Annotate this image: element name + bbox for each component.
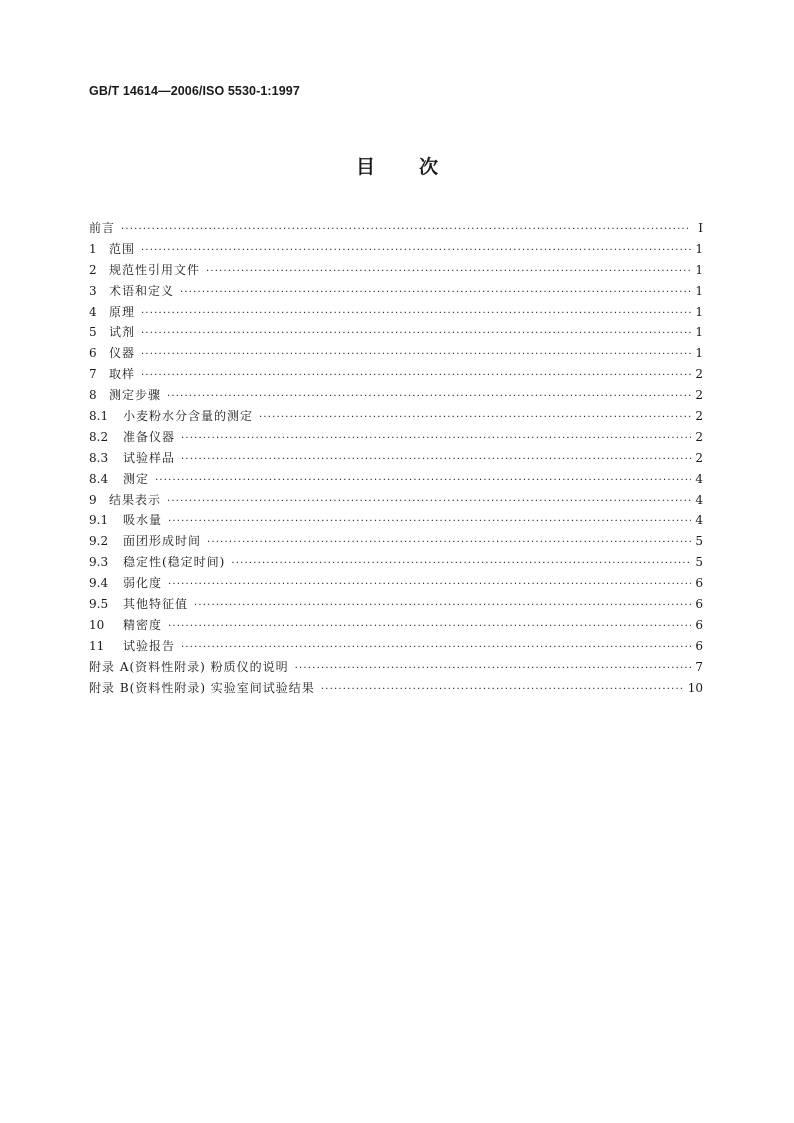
- toc-entry-label: 附录 A(资料性附录) 粉质仪的说明: [89, 659, 289, 674]
- toc-leader-dots: [181, 429, 691, 450]
- page-title: [0, 152, 794, 179]
- toc-entry-label: 试验样品: [123, 450, 176, 465]
- toc-entry-number: 8: [89, 388, 97, 403]
- toc-entry-number: 1: [89, 241, 97, 256]
- toc-leader-dots: [141, 324, 691, 345]
- toc-leader-dots: [121, 220, 691, 241]
- toc-entry[interactable]: [89, 531, 703, 552]
- toc-leader-dots: [231, 554, 691, 575]
- toc-entry[interactable]: [89, 615, 703, 636]
- toc-entry[interactable]: [89, 239, 703, 260]
- toc-entry[interactable]: [89, 343, 703, 364]
- toc-leader-dots: [259, 408, 691, 429]
- toc-leader-dots: [168, 512, 691, 533]
- toc-entry-label: 术语和定义: [109, 283, 175, 298]
- toc-entry[interactable]: [89, 406, 703, 427]
- toc-leader-dots: [181, 450, 691, 471]
- toc-entry-label: 稳定性(稳定时间): [123, 555, 226, 570]
- toc-entry-number: 4: [89, 304, 97, 319]
- toc-entry-label: 弱化度: [123, 576, 163, 591]
- toc-entry[interactable]: [89, 510, 703, 531]
- toc-entry-page: 2: [695, 388, 703, 403]
- toc-entry-label: 试验报告: [123, 638, 176, 653]
- toc-entry-label: 规范性引用文件: [109, 262, 201, 277]
- toc-entry[interactable]: [89, 490, 703, 511]
- toc-entry-number: 8.3: [89, 450, 109, 465]
- toc-entry-label: 原理: [109, 304, 136, 319]
- toc-entry-page: 6: [695, 576, 703, 591]
- toc-entry-label: 准备仪器: [123, 429, 176, 444]
- toc-entry[interactable]: [89, 260, 703, 281]
- toc-entry-number: 9: [89, 492, 97, 507]
- toc-leader-dots: [155, 471, 691, 492]
- toc-entry-page: 4: [695, 492, 703, 507]
- toc-leader-dots: [141, 366, 691, 387]
- toc-leader-dots: [167, 492, 691, 513]
- toc-entry-label: 测定: [123, 471, 150, 486]
- toc-entry[interactable]: [89, 218, 703, 239]
- toc-entry-label: 附录 B(资料性附录) 实验室间试验结果: [89, 680, 315, 695]
- toc-entry-label: 精密度: [123, 617, 163, 632]
- toc-leader-dots: [206, 262, 691, 283]
- standard-code: GB/T 14614—2006/ISO 5530-1:1997: [89, 84, 300, 98]
- toc-leader-dots: [141, 304, 691, 325]
- toc-entry-number: 9.1: [89, 513, 109, 528]
- toc-entry-page: 1: [695, 283, 703, 298]
- toc-leader-dots: [141, 345, 691, 366]
- toc-entry-page: 4: [695, 513, 703, 528]
- toc-entry-label: 前言: [89, 221, 116, 235]
- toc-entry-page: 2: [695, 450, 703, 465]
- toc-leader-dots: [321, 680, 684, 701]
- toc-leader-dots: [141, 241, 691, 262]
- toc-entry-number: 11: [89, 638, 105, 653]
- toc-entry[interactable]: [89, 657, 703, 678]
- toc-entry-page: 6: [695, 597, 703, 612]
- toc-leader-dots: [181, 638, 691, 659]
- toc-entry-page: 2: [695, 409, 703, 424]
- toc-entry-label: 其他特征值: [123, 597, 189, 612]
- toc-leader-dots: [168, 575, 691, 596]
- toc-entry-number: 9.5: [89, 597, 109, 612]
- toc-entry-page: 1: [695, 346, 703, 361]
- toc-entry-number: 8.2: [89, 429, 109, 444]
- toc-entry[interactable]: [89, 448, 703, 469]
- toc-entry[interactable]: [89, 552, 703, 573]
- toc-entry[interactable]: [89, 364, 703, 385]
- toc-leader-dots: [295, 659, 691, 680]
- page-title-part2: 次: [419, 156, 439, 178]
- toc-entry[interactable]: [89, 469, 703, 490]
- toc-entry-page: 5: [695, 534, 703, 549]
- toc-entry-number: 3: [89, 283, 97, 298]
- toc-entry[interactable]: [89, 594, 703, 615]
- toc-entry-number: 5: [89, 325, 97, 340]
- toc-entry-label: 取样: [109, 367, 136, 382]
- toc-entry-page: 2: [695, 429, 703, 444]
- toc-entry[interactable]: [89, 636, 703, 657]
- toc-entry-page: 1: [695, 325, 703, 340]
- toc-entry-label: 试剂: [109, 325, 136, 340]
- toc-entry[interactable]: [89, 678, 703, 699]
- toc-entry-page: 1: [695, 241, 703, 256]
- toc-entry[interactable]: [89, 302, 703, 323]
- toc-entry-number: 7: [89, 367, 97, 382]
- toc-entry-page: 10: [687, 680, 703, 695]
- toc-entry-number: 8.1: [89, 409, 109, 424]
- toc-entry-label: 面团形成时间: [123, 534, 202, 549]
- toc-entry[interactable]: [89, 322, 703, 343]
- toc-entry-label: 结果表示: [109, 492, 162, 507]
- toc-entry-page: 6: [695, 638, 703, 653]
- toc-entry-label: 仪器: [109, 346, 136, 361]
- toc-entry-label: 小麦粉水分含量的测定: [123, 409, 254, 424]
- toc-leader-dots: [180, 283, 691, 304]
- toc-entry-page: 2: [695, 367, 703, 382]
- toc-entry-label: 吸水量: [123, 513, 163, 528]
- toc-entry-page: 4: [695, 471, 703, 486]
- toc-entry[interactable]: [89, 385, 703, 406]
- toc-entry-number: 2: [89, 262, 97, 277]
- toc-entry-page: 1: [695, 304, 703, 319]
- toc-entry-number: 8.4: [89, 471, 109, 486]
- table-of-contents: [89, 218, 703, 698]
- toc-leader-dots: [207, 533, 691, 554]
- page-title-part1: 目: [355, 156, 375, 178]
- toc-entry-number: 10: [89, 617, 105, 632]
- toc-leader-dots: [194, 596, 691, 617]
- toc-entry-page: 1: [695, 262, 703, 277]
- toc-entry-number: 9.3: [89, 555, 109, 570]
- toc-leader-dots: [167, 387, 691, 408]
- toc-entry[interactable]: [89, 427, 703, 448]
- toc-entry-page: 7: [695, 659, 703, 674]
- toc-entry-number: 9.2: [89, 534, 109, 549]
- toc-entry-label: 测定步骤: [109, 388, 162, 403]
- toc-entry-number: 9.4: [89, 576, 109, 591]
- toc-entry[interactable]: [89, 281, 703, 302]
- toc-leader-dots: [168, 617, 691, 638]
- toc-entry-page: I: [698, 221, 703, 235]
- toc-entry[interactable]: [89, 573, 703, 594]
- toc-entry-page: 5: [695, 555, 703, 570]
- toc-entry-number: 6: [89, 346, 97, 361]
- toc-entry-page: 6: [695, 617, 703, 632]
- toc-entry-label: 范围: [109, 241, 136, 256]
